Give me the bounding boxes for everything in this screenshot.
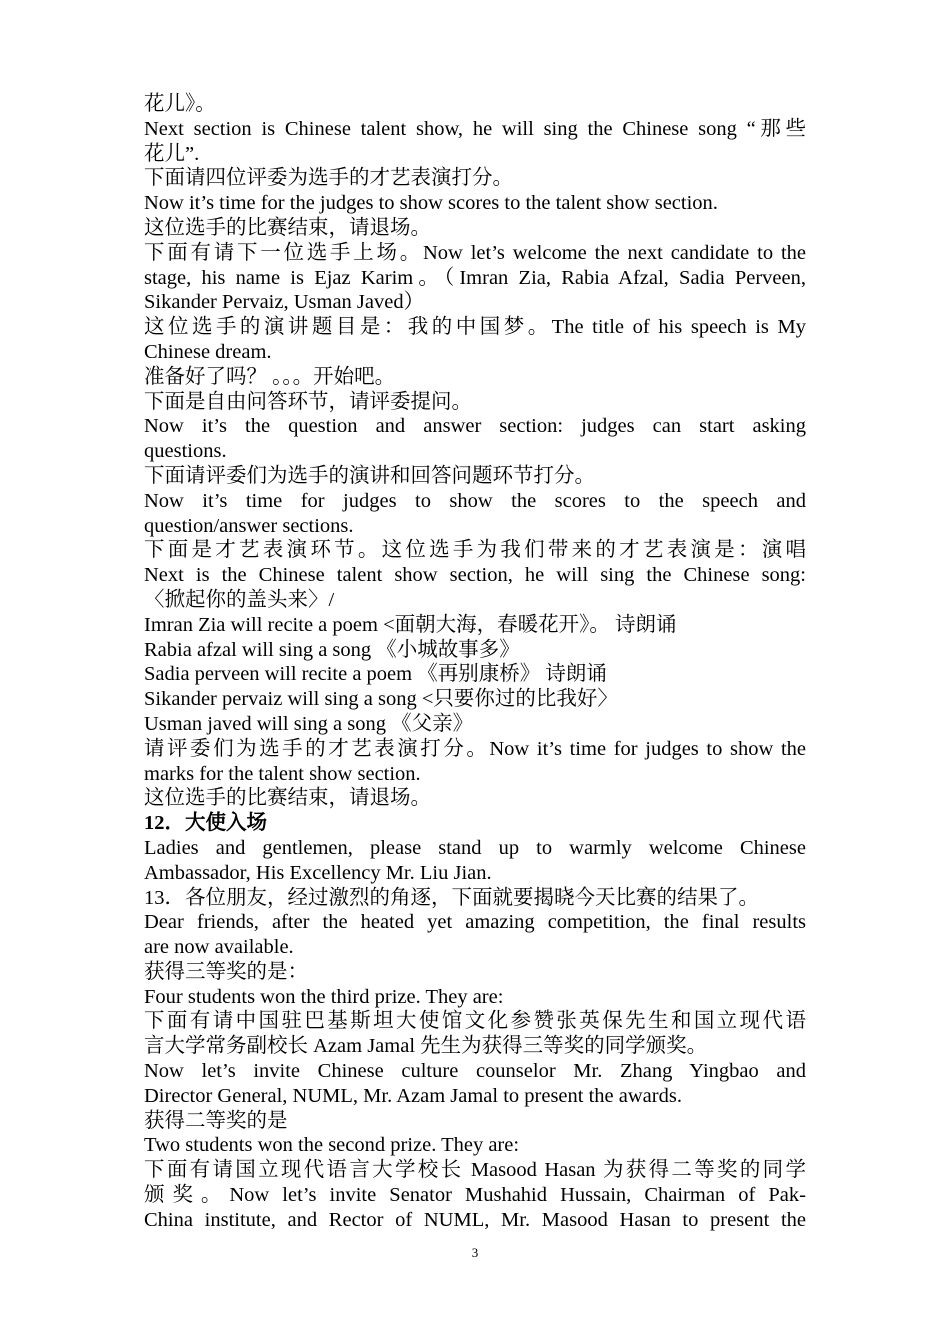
text-line: Dear friends, after the heated yet amazing competition, the final results [144,911,806,934]
page-number: 3 [471,1245,479,1260]
text-line: stage, his name is Ejaz Karim。（Imran Zia, Rabia Afzal, Sadia Perveen, [144,266,806,289]
text-line: 下面请评委们为选手的演讲和回答问题环节打分。 [144,464,595,487]
text-line: 下面是自由问答环节，请评委提问。 [144,390,472,413]
text-line: question/answer sections. [144,514,354,537]
text-line: are now available. [144,936,294,959]
document-page [144,92,806,1233]
text-line: Sikander Pervaiz, Usman Javed） [144,291,425,314]
text-line: Now it’s time for judges to show the scores to the speech and [144,489,806,512]
text-line: 颁奖。Now let’s invite Senator Mushahid Hussain, Chairman of Pak- [144,1184,806,1207]
text-line: 请评委们为选手的才艺表演打分。Now it’s time for judges to show the [144,737,806,760]
text-line: Chinese dream. [144,340,272,363]
text-line: Ambassador, His Excellency Mr. Liu Jian. [144,861,492,884]
text-line: Imran Zia will recite a poem <面朝大海，春暖花开》。 诗朗诵 [144,613,677,636]
text-line: 下面是才艺表演环节。这位选手为我们带来的才艺表演是：演唱 [144,539,806,562]
text-line: 花儿”. [144,142,200,165]
text-line: Now let’s invite Chinese culture counselor Mr. Zhang Yingbao and [144,1060,806,1083]
text-line: Sikander pervaiz will sing a song <只要你过的比我好〉 [144,688,618,711]
text-line: Next is the Chinese talent show section, he will sing the Chinese song: [144,564,806,587]
text-line: 下面有请中国驻巴基斯坦大使馆文化参赞张英保先生和国立现代语 [144,1010,806,1033]
section-heading: 12．大使入场 [144,812,267,835]
text-line: 这位选手的比赛结束，请退场。 [144,216,431,239]
text-line: Ladies and gentlemen, please stand up to warmly welcome Chinese [144,836,806,859]
text-line: Now it’s time for the judges to show scores to the talent show section. [144,192,718,215]
text-line: Two students won the second prize. They are: [144,1134,520,1157]
text-line: 这位选手的演讲题目是：我的中国梦。The title of his speech is My [144,316,806,339]
text-line: Next section is Chinese talent show, he will sing the Chinese song “那些 [144,117,806,140]
text-line: 〈掀起你的盖头来〉/ [144,588,335,611]
text-line: 下面有请下一位选手上场。Now let’s welcome the next candidate to the [144,241,806,264]
text-line: 准备好了吗？ 。。。开始吧。 [144,365,396,388]
text-line: 13．各位朋友，经过激烈的角逐，下面就要揭晓今天比赛的结果了。 [144,886,759,909]
text-line: 下面请四位评委为选手的才艺表演打分。 [144,167,513,190]
text-line: 获得二等奖的是 [144,1109,288,1132]
text-line: Four students won the third prize. They are: [144,985,504,1008]
text-line: 花儿》。 [144,93,216,115]
text-line: Director General, NUML, Mr. Azam Jamal to present the awards. [144,1084,682,1107]
text-line: Rabia afzal will sing a song 《小城故事多》 [144,638,520,661]
text-line: marks for the talent show section. [144,762,421,785]
text-line: 言大学常务副校长 Azam Jamal 先生为获得三等奖的同学颁奖。 [144,1035,708,1058]
text-line: 下面有请国立现代语言大学校长 Masood Hasan 为获得二等奖的同学 [144,1159,806,1182]
text-line: Sadia perveen will recite a poem 《再别康桥》 诗朗诵 [144,663,607,686]
text-line: 这位选手的比赛结束，请退场。 [144,787,431,810]
text-line: questions. [144,440,227,463]
text-line: 获得三等奖的是： [144,960,308,983]
text-line: China institute, and Rector of NUML, Mr. Masood Hasan to present the [144,1208,806,1231]
text-line: Usman javed will sing a song 《父亲》 [144,712,474,735]
text-line: Now it’s the question and answer section: judges can start asking [144,415,806,438]
